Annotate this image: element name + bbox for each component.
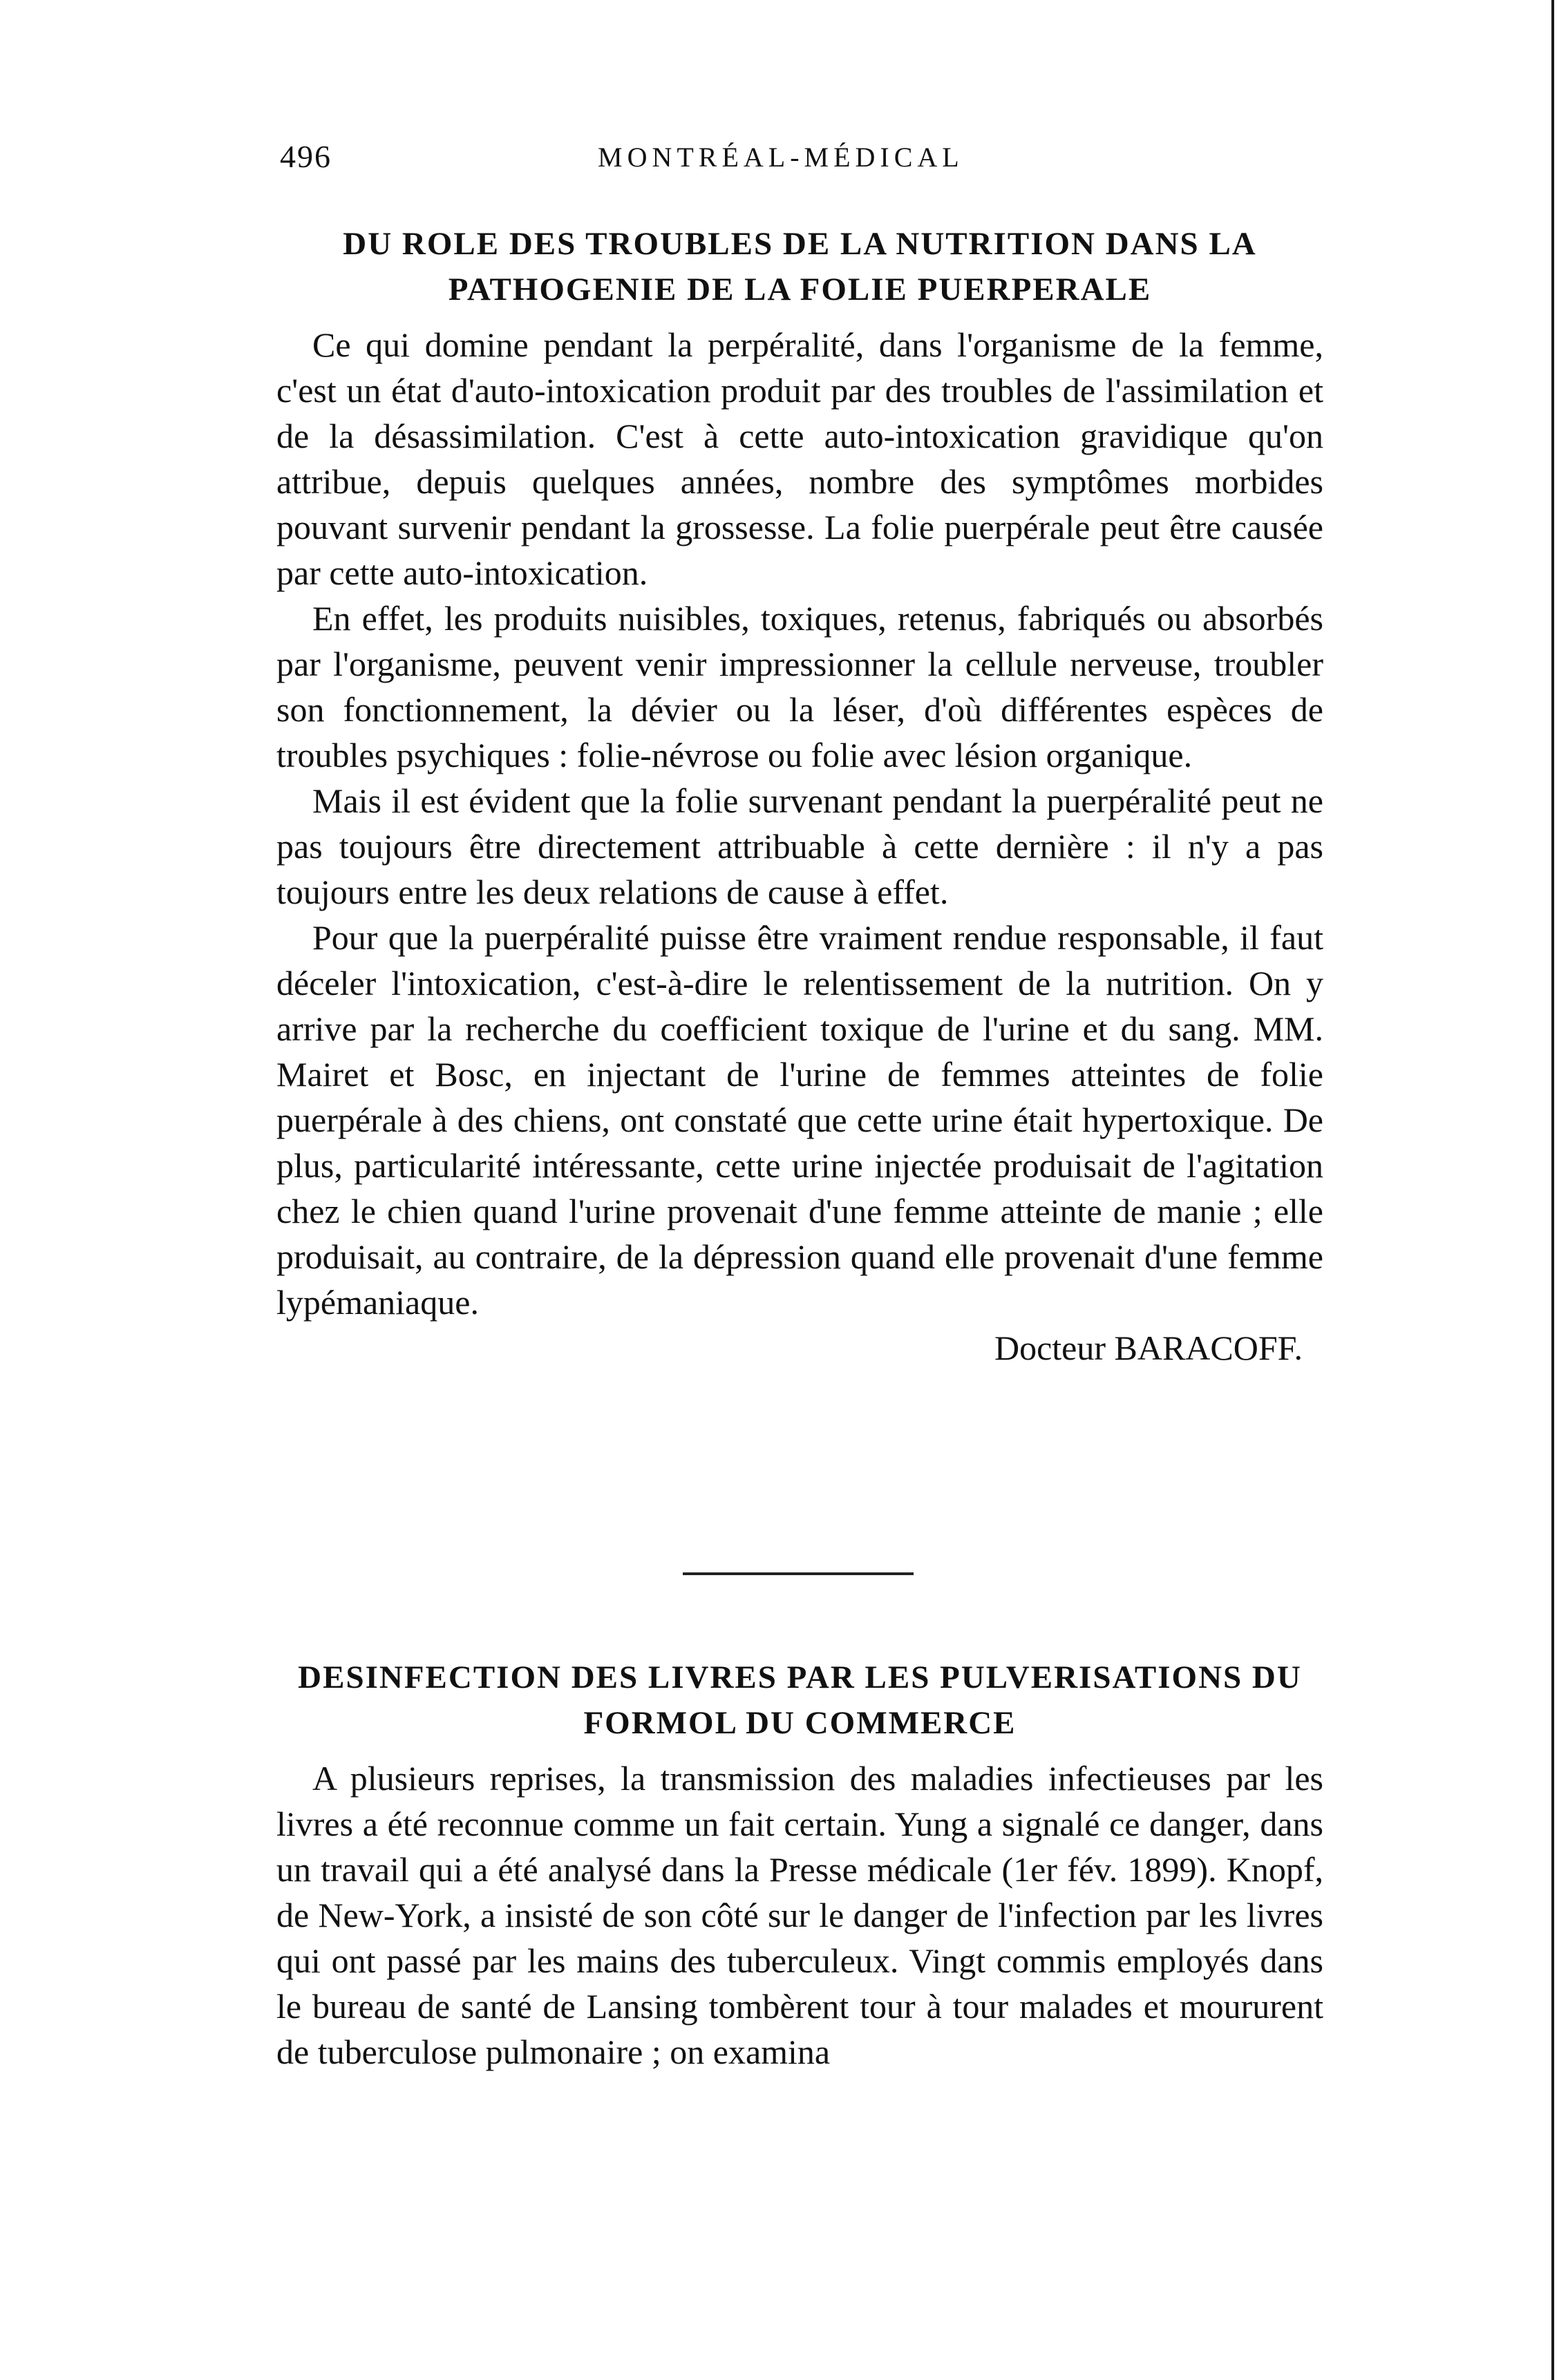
paragraph: A plusieurs reprises, la transmission des maladies infectieuses par les livres a été reconnue comme un fait certain. Yung a signalé ce danger, dans un travail qui a été analysé dans la Presse médicale (1er fév. 1899). Knopf, de New-York, a insisté de son côté sur le danger de l'infection par les livres qui ont passé par les mains des tuberculeux. Vingt commis employés dans le bureau de santé de Lansing tombèrent tour à tour malades et moururent de tuberculose pulmonaire ; on examina bbox=[276, 1759, 1323, 2071]
paragraph: Ce qui domine pendant la perpéralité, dans l'organisme de la femme, c'est un état d'auto-intoxication produit par des troubles de l'assimilation et de la désassimilation. C'est à cette auto-intoxication gravidique qu'on attribue, depuis quelques années, nombre des symptômes morbides pouvant survenir pendant la grossesse. La folie puerpérale peut être causée par cette auto-intoxication. bbox=[276, 325, 1323, 592]
paragraph: En effet, les produits nuisibles, toxiques, retenus, fabriqués ou absorbés par l'organisme, peuvent venir impressionner la cellule nerveuse, troubler son fonctionnement, la dévier ou la léser, d'où différentes espèces de troubles psychiques : folie-névrose ou folie avec lésion organique. bbox=[276, 599, 1323, 774]
page-number: 496 bbox=[280, 139, 332, 174]
paragraph: Mais il est évident que la folie survenant pendant la puerpéralité peut ne pas toujours être directement attribuable à cette dernière : il n'y a pas toujours entre les deux relations de cause à effet. bbox=[276, 781, 1323, 911]
journal-title: MONTRÉAL-MÉDICAL bbox=[598, 142, 964, 173]
article-nutrition-folie bbox=[276, 221, 1323, 1371]
author-signature: Docteur BARACOFF. bbox=[994, 1329, 1303, 1367]
section-separator-rule bbox=[683, 1572, 914, 1575]
page-edge-border bbox=[1551, 0, 1554, 2380]
article-title: DESINFECTION DES LIVRES PAR LES PULVERISATIONS DU FORMOL DU COMMERCE bbox=[298, 1659, 1302, 1741]
running-head bbox=[280, 138, 1323, 187]
article-desinfection-livres bbox=[276, 1655, 1323, 2075]
article-title: DU ROLE DES TROUBLES DE LA NUTRITION DANS LA PATHOGENIE DE LA FOLIE PUERPERALE bbox=[343, 226, 1257, 307]
paragraph: Pour que la puerpéralité puisse être vraiment rendue responsable, il faut déceler l'intoxication, c'est-à-dire le relentissement de la nutrition. On y arrive par la recherche du coefficient toxique de l'urine et du sang. MM. Mairet et Bosc, en injectant de l'urine de femmes atteintes de folie puerpérale à des chiens, ont constaté que cette urine était hypertoxique. De plus, particularité intéressante, cette urine injectée produisait de l'agitation chez le chien quand l'urine provenait d'une femme atteinte de manie ; elle produisait, au contraire, de la dépression quand elle provenait d'une femme lypémaniaque. bbox=[276, 918, 1323, 1322]
